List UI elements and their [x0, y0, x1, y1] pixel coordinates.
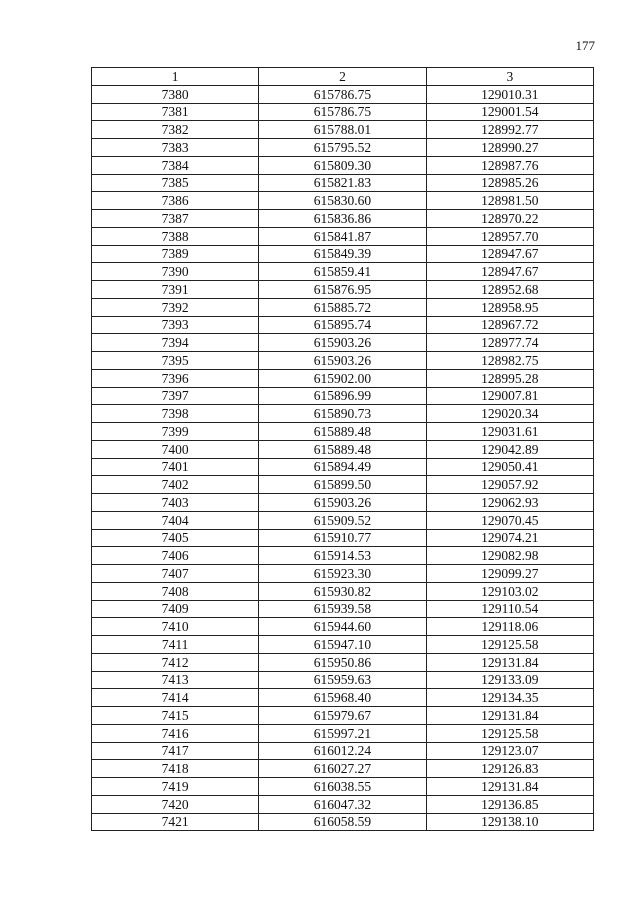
point-number-cell: 7390 [92, 263, 259, 281]
y-coordinate-cell: 129126.83 [426, 760, 593, 778]
point-number-cell: 7418 [92, 760, 259, 778]
table-row [92, 227, 594, 245]
y-coordinate-cell: 129010.31 [426, 85, 593, 103]
x-coordinate-cell: 615788.01 [259, 121, 426, 139]
x-coordinate-cell: 615939.58 [259, 600, 426, 618]
y-coordinate-cell: 129050.41 [426, 458, 593, 476]
y-coordinate-cell: 129123.07 [426, 742, 593, 760]
point-number-cell: 7381 [92, 103, 259, 121]
point-number-cell: 7420 [92, 795, 259, 813]
table-row [92, 174, 594, 192]
point-number-cell: 7395 [92, 352, 259, 370]
point-number-cell: 7393 [92, 316, 259, 334]
x-coordinate-cell: 615903.26 [259, 352, 426, 370]
point-number-cell: 7421 [92, 813, 259, 831]
y-coordinate-cell: 129110.54 [426, 600, 593, 618]
y-coordinate-cell: 129070.45 [426, 511, 593, 529]
x-coordinate-cell: 615841.87 [259, 227, 426, 245]
y-coordinate-cell: 128982.75 [426, 352, 593, 370]
y-coordinate-cell: 128977.74 [426, 334, 593, 352]
x-coordinate-cell: 615947.10 [259, 636, 426, 654]
y-coordinate-cell: 129125.58 [426, 636, 593, 654]
table-row [92, 778, 594, 796]
y-coordinate-cell: 129125.58 [426, 724, 593, 742]
x-coordinate-cell: 615959.63 [259, 671, 426, 689]
table-row [92, 192, 594, 210]
x-coordinate-cell: 616027.27 [259, 760, 426, 778]
x-coordinate-cell: 615909.52 [259, 511, 426, 529]
table-row [92, 529, 594, 547]
point-number-cell: 7406 [92, 547, 259, 565]
y-coordinate-cell: 129131.84 [426, 653, 593, 671]
table-row [92, 139, 594, 157]
point-number-cell: 7415 [92, 707, 259, 725]
x-coordinate-cell: 615979.67 [259, 707, 426, 725]
table-row [92, 582, 594, 600]
point-number-cell: 7384 [92, 156, 259, 174]
y-coordinate-cell: 129133.09 [426, 671, 593, 689]
table-row [92, 742, 594, 760]
x-coordinate-cell: 615914.53 [259, 547, 426, 565]
x-coordinate-cell: 615930.82 [259, 582, 426, 600]
x-coordinate-cell: 615885.72 [259, 298, 426, 316]
y-coordinate-cell: 128992.77 [426, 121, 593, 139]
table-header-row [92, 68, 594, 86]
point-number-cell: 7405 [92, 529, 259, 547]
table-row [92, 795, 594, 813]
x-coordinate-cell: 615997.21 [259, 724, 426, 742]
point-number-cell: 7419 [92, 778, 259, 796]
x-coordinate-cell: 615896.99 [259, 387, 426, 405]
point-number-cell: 7386 [92, 192, 259, 210]
y-coordinate-cell: 128947.67 [426, 263, 593, 281]
x-coordinate-cell: 615899.50 [259, 476, 426, 494]
point-number-cell: 7413 [92, 671, 259, 689]
y-coordinate-cell: 129074.21 [426, 529, 593, 547]
table-row [92, 210, 594, 228]
table-row [92, 369, 594, 387]
x-coordinate-cell: 615836.86 [259, 210, 426, 228]
table-row [92, 565, 594, 583]
y-coordinate-cell: 128952.68 [426, 281, 593, 299]
point-number-cell: 7392 [92, 298, 259, 316]
table-row [92, 724, 594, 742]
y-coordinate-cell: 129020.34 [426, 405, 593, 423]
x-coordinate-cell: 615821.83 [259, 174, 426, 192]
table-row [92, 511, 594, 529]
table-row [92, 600, 594, 618]
point-number-cell: 7398 [92, 405, 259, 423]
y-coordinate-cell: 129082.98 [426, 547, 593, 565]
table-row [92, 352, 594, 370]
x-coordinate-cell: 615849.39 [259, 245, 426, 263]
x-coordinate-cell: 615809.30 [259, 156, 426, 174]
column-header-2: 2 [259, 68, 426, 86]
y-coordinate-cell: 128970.22 [426, 210, 593, 228]
y-coordinate-cell: 128990.27 [426, 139, 593, 157]
point-number-cell: 7394 [92, 334, 259, 352]
x-coordinate-cell: 615876.95 [259, 281, 426, 299]
table-row [92, 316, 594, 334]
table-row [92, 156, 594, 174]
y-coordinate-cell: 129099.27 [426, 565, 593, 583]
table-row [92, 121, 594, 139]
y-coordinate-cell: 129138.10 [426, 813, 593, 831]
point-number-cell: 7383 [92, 139, 259, 157]
x-coordinate-cell: 615859.41 [259, 263, 426, 281]
point-number-cell: 7414 [92, 689, 259, 707]
point-number-cell: 7382 [92, 121, 259, 139]
table-row [92, 494, 594, 512]
x-coordinate-cell: 615968.40 [259, 689, 426, 707]
y-coordinate-cell: 129007.81 [426, 387, 593, 405]
point-number-cell: 7397 [92, 387, 259, 405]
table-row [92, 636, 594, 654]
x-coordinate-cell: 616012.24 [259, 742, 426, 760]
x-coordinate-cell: 615903.26 [259, 494, 426, 512]
point-number-cell: 7401 [92, 458, 259, 476]
table-row [92, 387, 594, 405]
table-row [92, 405, 594, 423]
x-coordinate-cell: 615894.49 [259, 458, 426, 476]
table-row [92, 103, 594, 121]
x-coordinate-cell: 616047.32 [259, 795, 426, 813]
x-coordinate-cell: 615795.52 [259, 139, 426, 157]
table-row [92, 423, 594, 441]
x-coordinate-cell: 616058.59 [259, 813, 426, 831]
y-coordinate-cell: 128987.76 [426, 156, 593, 174]
point-number-cell: 7408 [92, 582, 259, 600]
table-body [92, 85, 594, 831]
table-row [92, 334, 594, 352]
coordinates-table [91, 67, 594, 831]
y-coordinate-cell: 129001.54 [426, 103, 593, 121]
x-coordinate-cell: 615786.75 [259, 85, 426, 103]
x-coordinate-cell: 615950.86 [259, 653, 426, 671]
point-number-cell: 7391 [92, 281, 259, 299]
y-coordinate-cell: 129136.85 [426, 795, 593, 813]
table-row [92, 281, 594, 299]
x-coordinate-cell: 615830.60 [259, 192, 426, 210]
table-row [92, 458, 594, 476]
point-number-cell: 7410 [92, 618, 259, 636]
table-row [92, 85, 594, 103]
point-number-cell: 7396 [92, 369, 259, 387]
y-coordinate-cell: 129131.84 [426, 778, 593, 796]
x-coordinate-cell: 615889.48 [259, 440, 426, 458]
page-number: 177 [575, 38, 595, 53]
y-coordinate-cell: 129057.92 [426, 476, 593, 494]
point-number-cell: 7388 [92, 227, 259, 245]
y-coordinate-cell: 129118.06 [426, 618, 593, 636]
point-number-cell: 7407 [92, 565, 259, 583]
x-coordinate-cell: 615889.48 [259, 423, 426, 441]
y-coordinate-cell: 128958.95 [426, 298, 593, 316]
table-row [92, 689, 594, 707]
y-coordinate-cell: 128995.28 [426, 369, 593, 387]
table-row [92, 440, 594, 458]
y-coordinate-cell: 128985.26 [426, 174, 593, 192]
table-row [92, 547, 594, 565]
table-row [92, 813, 594, 831]
table-row [92, 707, 594, 725]
point-number-cell: 7389 [92, 245, 259, 263]
point-number-cell: 7402 [92, 476, 259, 494]
table-row [92, 476, 594, 494]
y-coordinate-cell: 129134.35 [426, 689, 593, 707]
point-number-cell: 7380 [92, 85, 259, 103]
point-number-cell: 7399 [92, 423, 259, 441]
table-row [92, 653, 594, 671]
x-coordinate-cell: 615923.30 [259, 565, 426, 583]
y-coordinate-cell: 129042.89 [426, 440, 593, 458]
x-coordinate-cell: 615895.74 [259, 316, 426, 334]
y-coordinate-cell: 129031.61 [426, 423, 593, 441]
x-coordinate-cell: 615902.00 [259, 369, 426, 387]
y-coordinate-cell: 128957.70 [426, 227, 593, 245]
column-header-1: 1 [92, 68, 259, 86]
table-row [92, 618, 594, 636]
point-number-cell: 7387 [92, 210, 259, 228]
point-number-cell: 7400 [92, 440, 259, 458]
point-number-cell: 7409 [92, 600, 259, 618]
table-row [92, 760, 594, 778]
y-coordinate-cell: 128947.67 [426, 245, 593, 263]
y-coordinate-cell: 129131.84 [426, 707, 593, 725]
point-number-cell: 7412 [92, 653, 259, 671]
y-coordinate-cell: 129062.93 [426, 494, 593, 512]
point-number-cell: 7385 [92, 174, 259, 192]
y-coordinate-cell: 129103.02 [426, 582, 593, 600]
table-row [92, 298, 594, 316]
x-coordinate-cell: 616038.55 [259, 778, 426, 796]
y-coordinate-cell: 128981.50 [426, 192, 593, 210]
point-number-cell: 7411 [92, 636, 259, 654]
x-coordinate-cell: 615903.26 [259, 334, 426, 352]
table-row [92, 671, 594, 689]
table-row [92, 263, 594, 281]
x-coordinate-cell: 615890.73 [259, 405, 426, 423]
point-number-cell: 7416 [92, 724, 259, 742]
x-coordinate-cell: 615944.60 [259, 618, 426, 636]
point-number-cell: 7403 [92, 494, 259, 512]
table-row [92, 245, 594, 263]
y-coordinate-cell: 128967.72 [426, 316, 593, 334]
x-coordinate-cell: 615910.77 [259, 529, 426, 547]
point-number-cell: 7417 [92, 742, 259, 760]
column-header-3: 3 [426, 68, 593, 86]
point-number-cell: 7404 [92, 511, 259, 529]
x-coordinate-cell: 615786.75 [259, 103, 426, 121]
